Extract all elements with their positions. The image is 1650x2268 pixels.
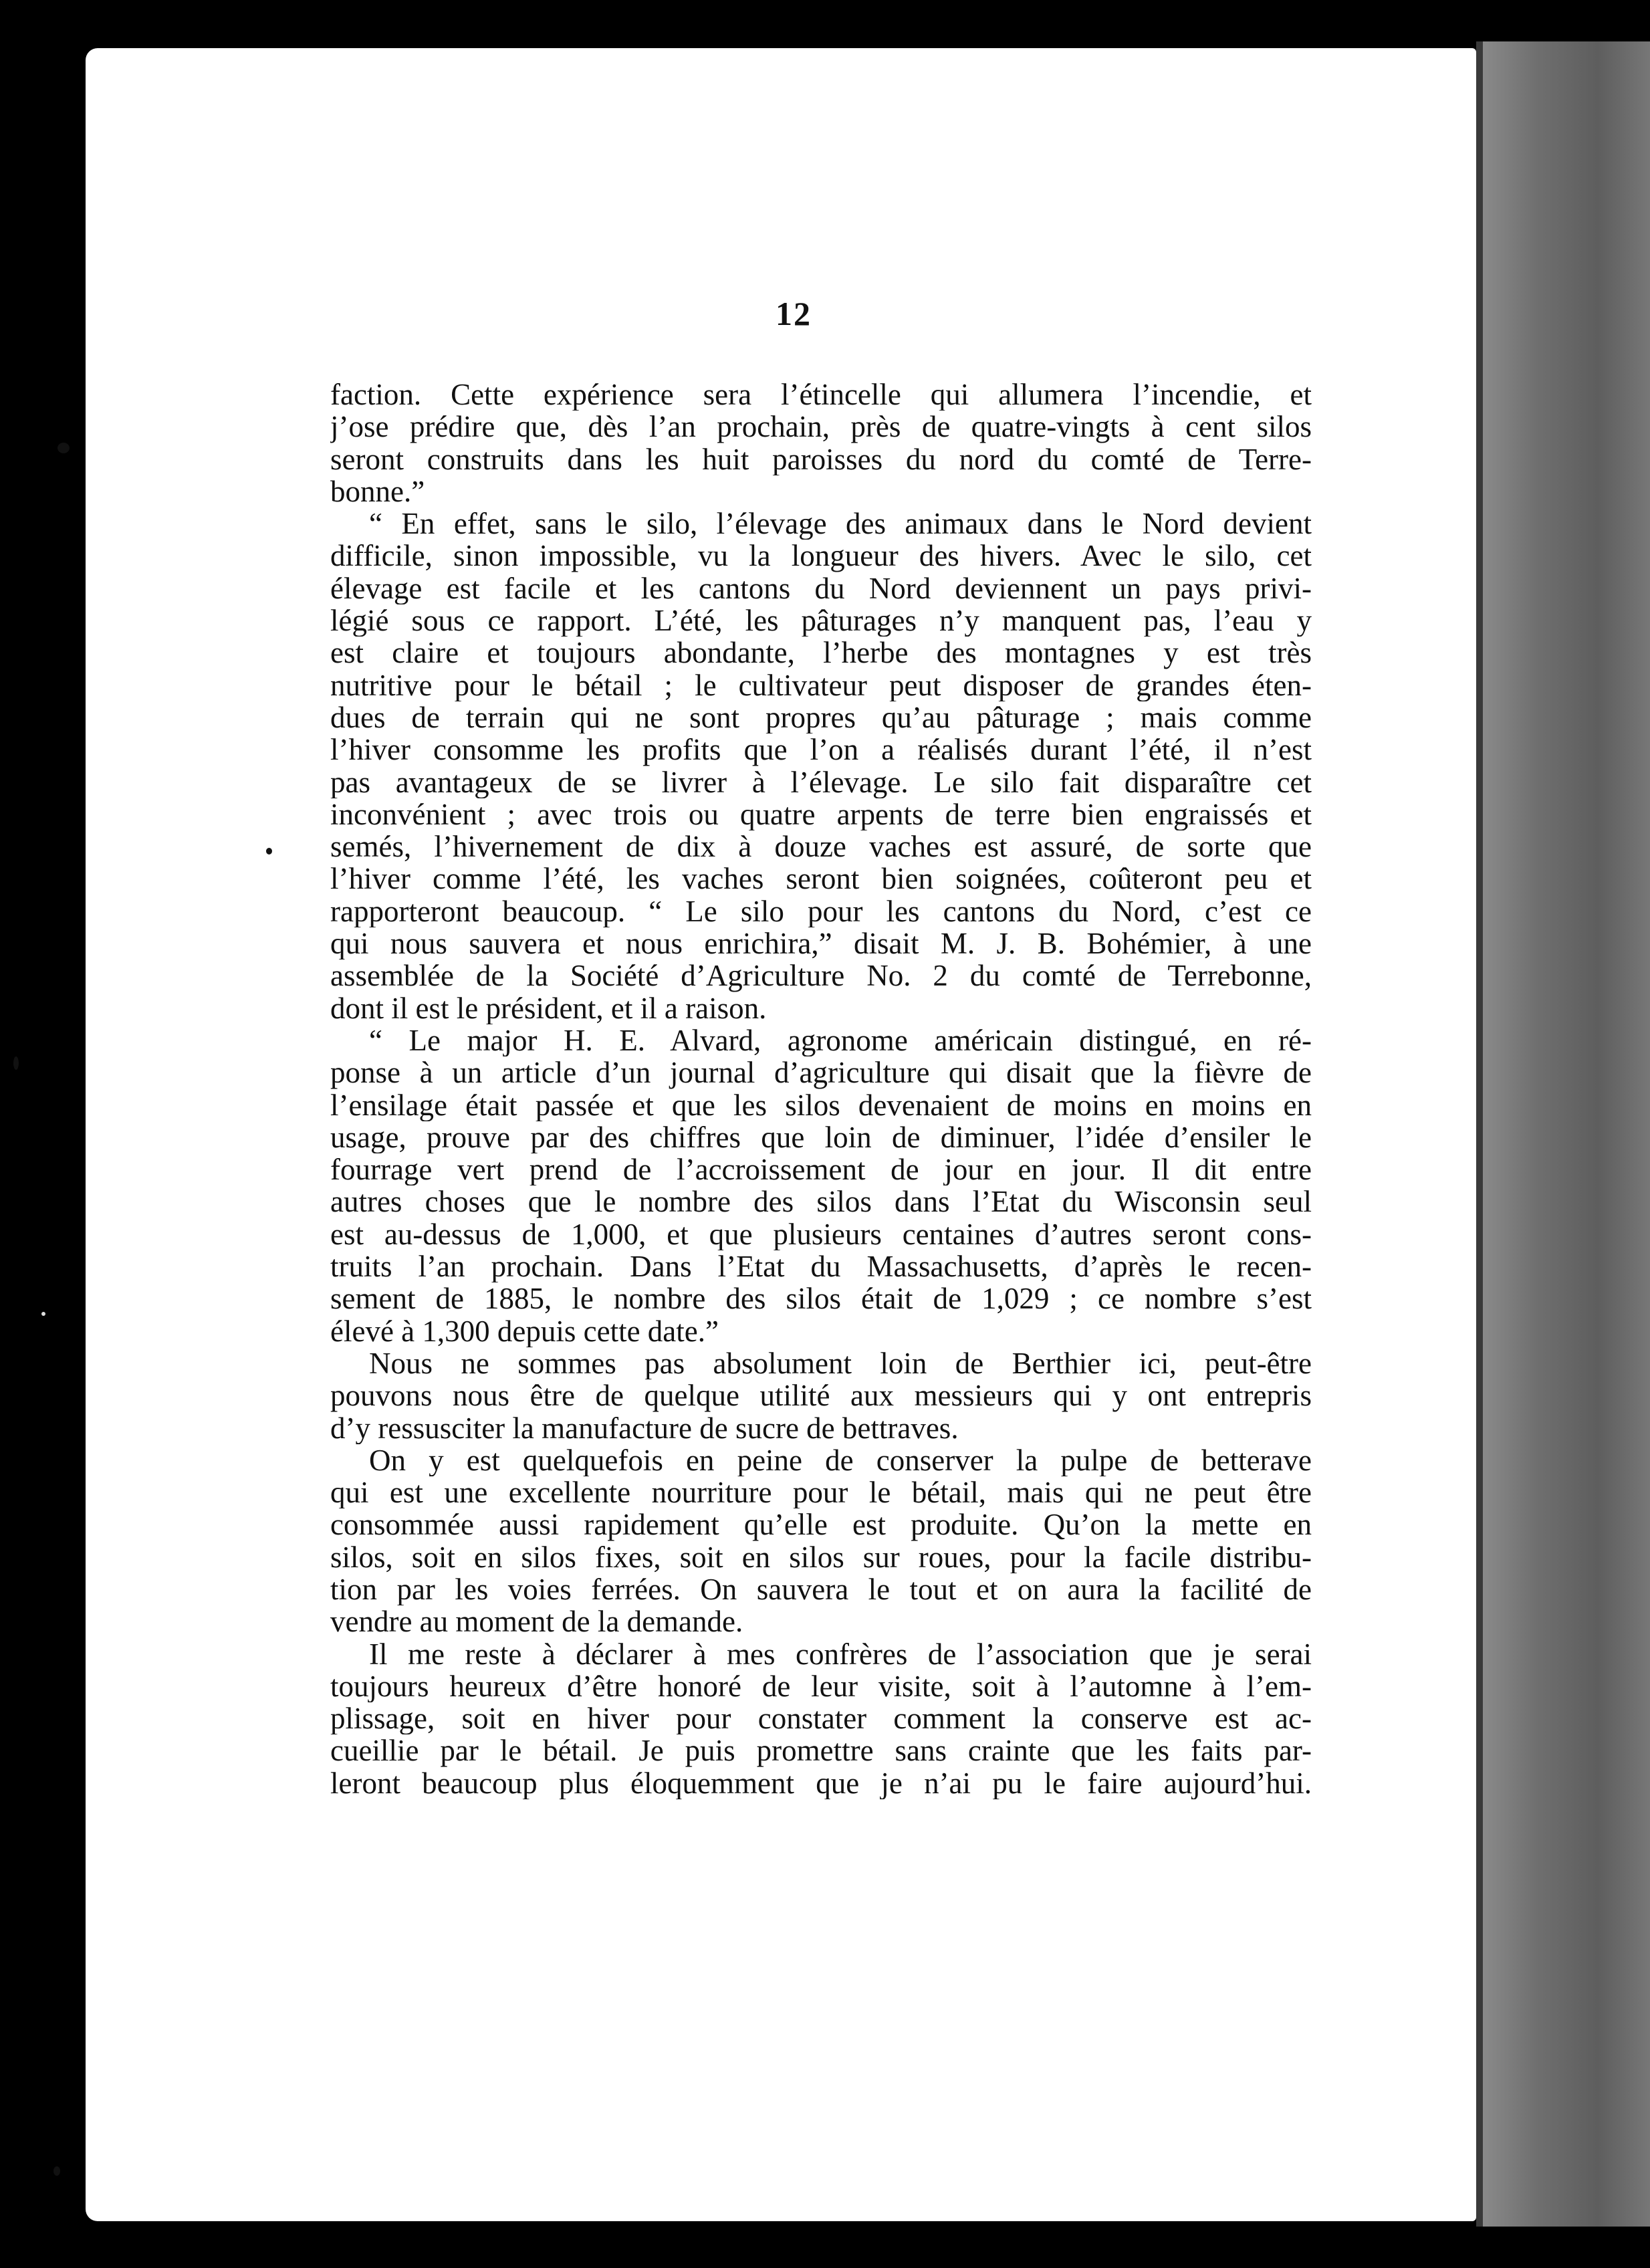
text-line: sement de 1885, le nombre des silos était de 1,029 ; ce nombre s’est bbox=[330, 1282, 1312, 1315]
text-line: est claire et toujours abondante, l’herbe des montagnes y est très bbox=[330, 637, 1312, 669]
text-line: consommée aussi rapidement qu’elle est produite. Qu’on la mette en bbox=[330, 1508, 1312, 1541]
text-line: est au-dessus de 1,000, et que plusieurs centaines d’autres seront cons- bbox=[330, 1218, 1312, 1251]
text-line: On y est quelquefois en peine de conserver la pulpe de betterave bbox=[369, 1444, 1312, 1477]
text-line: qui nous sauvera et nous enrichira,” disait M. J. B. Bohémier, à une bbox=[330, 927, 1312, 960]
text-line: fourrage vert prend de l’accroissement de jour en jour. Il dit entre bbox=[330, 1153, 1312, 1186]
text-line: dues de terrain qui ne sont propres qu’au pâturage ; mais comme bbox=[330, 701, 1312, 734]
text-line: leront beaucoup plus éloquemment que je n’ai pu le faire aujourd’hui. bbox=[330, 1767, 1312, 1800]
text-line: usage, prouve par des chiffres que loin de diminuer, l’idée d’ensiler le bbox=[330, 1121, 1312, 1154]
scan-speck bbox=[266, 848, 272, 855]
text-line: bonne.” bbox=[330, 475, 425, 508]
text-line: légié sous ce rapport. L’été, les pâturages n’y manquent pas, l’eau y bbox=[330, 604, 1312, 637]
page-number: 12 bbox=[776, 295, 812, 332]
text-line: “ En effet, sans le silo, l’élevage des animaux dans le Nord devient bbox=[369, 507, 1312, 540]
text-line: difficile, sinon impossible, vu la longueur des hivers. Avec le silo, cet bbox=[330, 540, 1312, 572]
text-line: vendre au moment de la demande. bbox=[330, 1605, 743, 1638]
scan-speck bbox=[57, 443, 70, 453]
text-line: l’ensilage était passée et que les silos devenaient de moins en moins en bbox=[330, 1089, 1312, 1121]
text-line: rapporteront beaucoup. “ Le silo pour les cantons du Nord, c’est ce bbox=[330, 895, 1312, 928]
text-line: truits l’an prochain. Dans l’Etat du Massachusetts, d’après le recen- bbox=[330, 1250, 1312, 1283]
text-line: “ Le major H. E. Alvard, agronome américain distingué, en ré- bbox=[369, 1024, 1312, 1057]
text-line: l’hiver comme l’été, les vaches seront bien soignées, coûteront peu et bbox=[330, 863, 1312, 895]
text-line: toujours heureux d’être honoré de leur visite, soit à l’automne à l’em- bbox=[330, 1670, 1312, 1703]
text-line: seront construits dans les huit paroisses du nord du comté de Terre- bbox=[330, 443, 1312, 475]
body-text bbox=[330, 378, 1312, 1799]
text-line: élevage est facile et les cantons du Nord deviennent un pays privi- bbox=[330, 572, 1312, 605]
scan-speck bbox=[53, 2166, 60, 2176]
scan-speck bbox=[13, 1056, 19, 1070]
text-line: cueillie par le bétail. Je puis promettre sans crainte que les faits par- bbox=[330, 1734, 1312, 1767]
text-line: silos, soit en silos fixes, soit en silos sur roues, pour la facile distribu- bbox=[330, 1541, 1312, 1573]
text-line: qui est une excellente nourriture pour le bétail, mais qui ne peut être bbox=[330, 1476, 1312, 1509]
text-line: Nous ne sommes pas absolument loin de Berthier ici, peut-être bbox=[369, 1347, 1312, 1380]
text-line: faction. Cette expérience sera l’étincelle qui allumera l’incendie, et bbox=[330, 378, 1312, 411]
text-line: pas avantageux de se livrer à l’élevage. Le silo fait disparaître cet bbox=[330, 766, 1312, 798]
adjacent-page-edge bbox=[1476, 41, 1650, 2227]
text-line: ponse à un article d’un journal d’agriculture qui disait que la fièvre de bbox=[330, 1056, 1312, 1089]
text-line: nutritive pour le bétail ; le cultivateur peut disposer de grandes éten- bbox=[330, 669, 1312, 701]
text-line: autres choses que le nombre des silos dans l’Etat du Wisconsin seul bbox=[330, 1185, 1312, 1218]
text-line: Il me reste à déclarer à mes confrères de l’association que je serai bbox=[369, 1637, 1312, 1670]
scan-speck bbox=[41, 1312, 45, 1316]
text-line: pouvons nous être de quelque utilité aux messieurs qui y ont entrepris bbox=[330, 1379, 1312, 1412]
text-line: j’ose prédire que, dès l’an prochain, près de quatre-vingts à cent silos bbox=[330, 411, 1312, 443]
text-line: inconvénient ; avec trois ou quatre arpents de terre bien engraissés et bbox=[330, 798, 1312, 831]
text-line: élevé à 1,300 depuis cette date.” bbox=[330, 1315, 719, 1347]
text-line: tion par les voies ferrées. On sauvera le tout et on aura la facilité de bbox=[330, 1573, 1312, 1606]
text-line: d’y ressusciter la manufacture de sucre de bettraves. bbox=[330, 1411, 959, 1444]
text-line: assemblée de la Société d’Agriculture No. 2 du comté de Terrebonne, bbox=[330, 959, 1312, 992]
text-line: plissage, soit en hiver pour constater comment la conserve est ac- bbox=[330, 1702, 1312, 1735]
text-line: l’hiver consomme les profits que l’on a réalisés durant l’été, il n’est bbox=[330, 733, 1312, 766]
text-line: semés, l’hivernement de dix à douze vaches est assuré, de sorte que bbox=[330, 830, 1312, 863]
text-line: dont il est le président, et il a raison. bbox=[330, 992, 767, 1024]
